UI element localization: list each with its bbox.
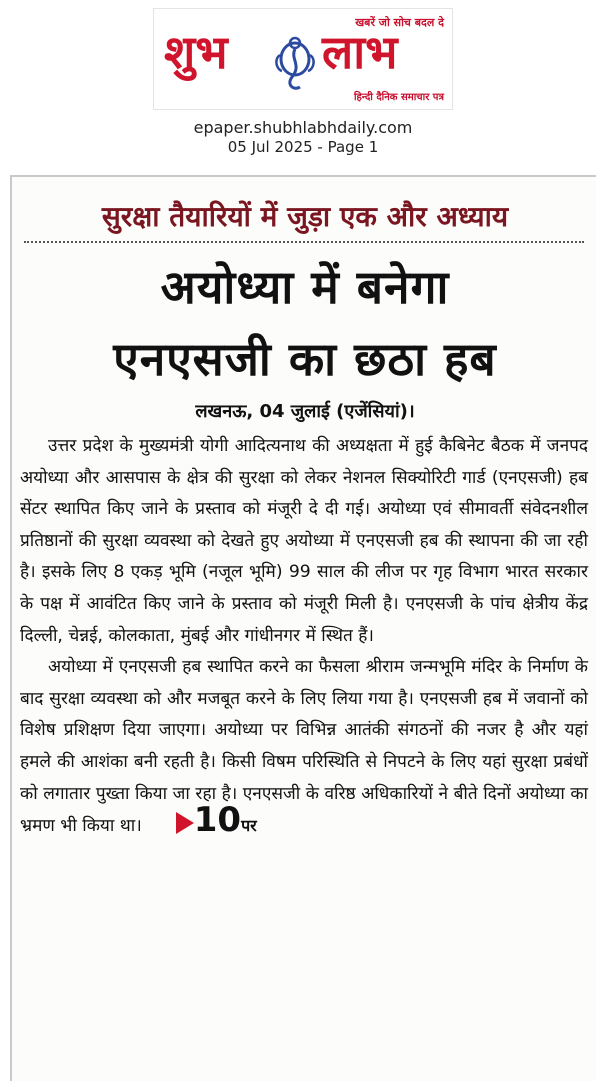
logo-text-right: लाभ [322,25,398,79]
continued-marker[interactable] [142,800,257,843]
article-kicker: सुरक्षा तैयारियों में जुड़ा एक और अध्याय [101,200,509,233]
article-body [20,431,588,843]
masthead-tagline: खबरें जो सोच बदल दे [355,16,444,29]
masthead-subtag: हिन्दी दैनिक समाचार पत्र [353,92,444,103]
masthead-logo [153,8,453,110]
edition-date-page: 05 Jul 2025 - Page 1 [227,138,379,156]
article-paragraph-2 [20,652,588,843]
article-paragraph-1: उत्तर प्रदेश के मुख्यमंत्री योगी आदित्यनाथ की अध्यक्षता में हुई कैबिनेट बैठक में जनपद अयोध्या और आसपास के क्षेत्र की सुरक्षा को लेकर नेशनल सिक्योरिटी गार्ड (एनएसजी) हब सेंटर स्थापित किए जाने के प्रस्ताव को मंजूरी दे दी गई। अयोध्या एवं सीमावर्ती संवेदनशील प्रतिष्ठानों की सुरक्षा व्यवस्था को देखते हुए अयोध्या में एनएसजी हब की स्थापना की जा रही है। इसके लिए 8 एकड़ भूमि (नजूल भूमि) 99 साल की लीज पर गृह विभाग भारत सरकार के पक्ष में आवंटित किए जाने के प्रस्ताव को मंजूरी मिली है। एनएसजी के पांच क्षेत्रीय केंद्र दिल्ली, चेन्नई, कोलकाता, मुंबई और गांधीनगर में स्थित हैं। [20,436,588,646]
continued-page-number: 10 [193,800,242,841]
play-arrow-icon [176,812,194,834]
headline-line-1: अयोध्या में बनेगा [160,260,450,314]
dotted-divider [24,241,584,243]
article-dateline: लखनऊ, 04 जुलाई (एजेंसियां)। [195,401,415,422]
article-paragraph-2-text: अयोध्या में एनएसजी हब स्थापित करने का फैसला श्रीराम जन्मभूमि मंदिर के निर्माण के बाद सुरक्षा व्यवस्था को और मजबूत करने के लिए लिया गया है। एनएसजी हब में जवानों को विशेष प्रशिक्षण दिया जाएगा। अयोध्या पर विभिन्न आतंकी संगठनों की नजर है और यहां हमले की आशंका बनी रहती है। किसी विषम परिस्थिति से निपटने के लिए यहां सुरक्षा प्रबंधों को लगातार पुख्ता किया जा रहा है। एनएसजी के वरिष्ठ अधिकारियों ने बीते दिनों अयोध्या का भ्रमण भी किया था। [20,657,588,837]
site-url[interactable]: epaper.shubhlabhdaily.com [193,118,413,137]
news-article [10,175,596,1081]
continued-suffix: पर [241,816,257,836]
logo-text-left: शुभ [164,25,228,79]
ganesha-logo-icon [272,29,318,99]
headline-line-2: एनएसजी का छठा हब [113,332,497,386]
